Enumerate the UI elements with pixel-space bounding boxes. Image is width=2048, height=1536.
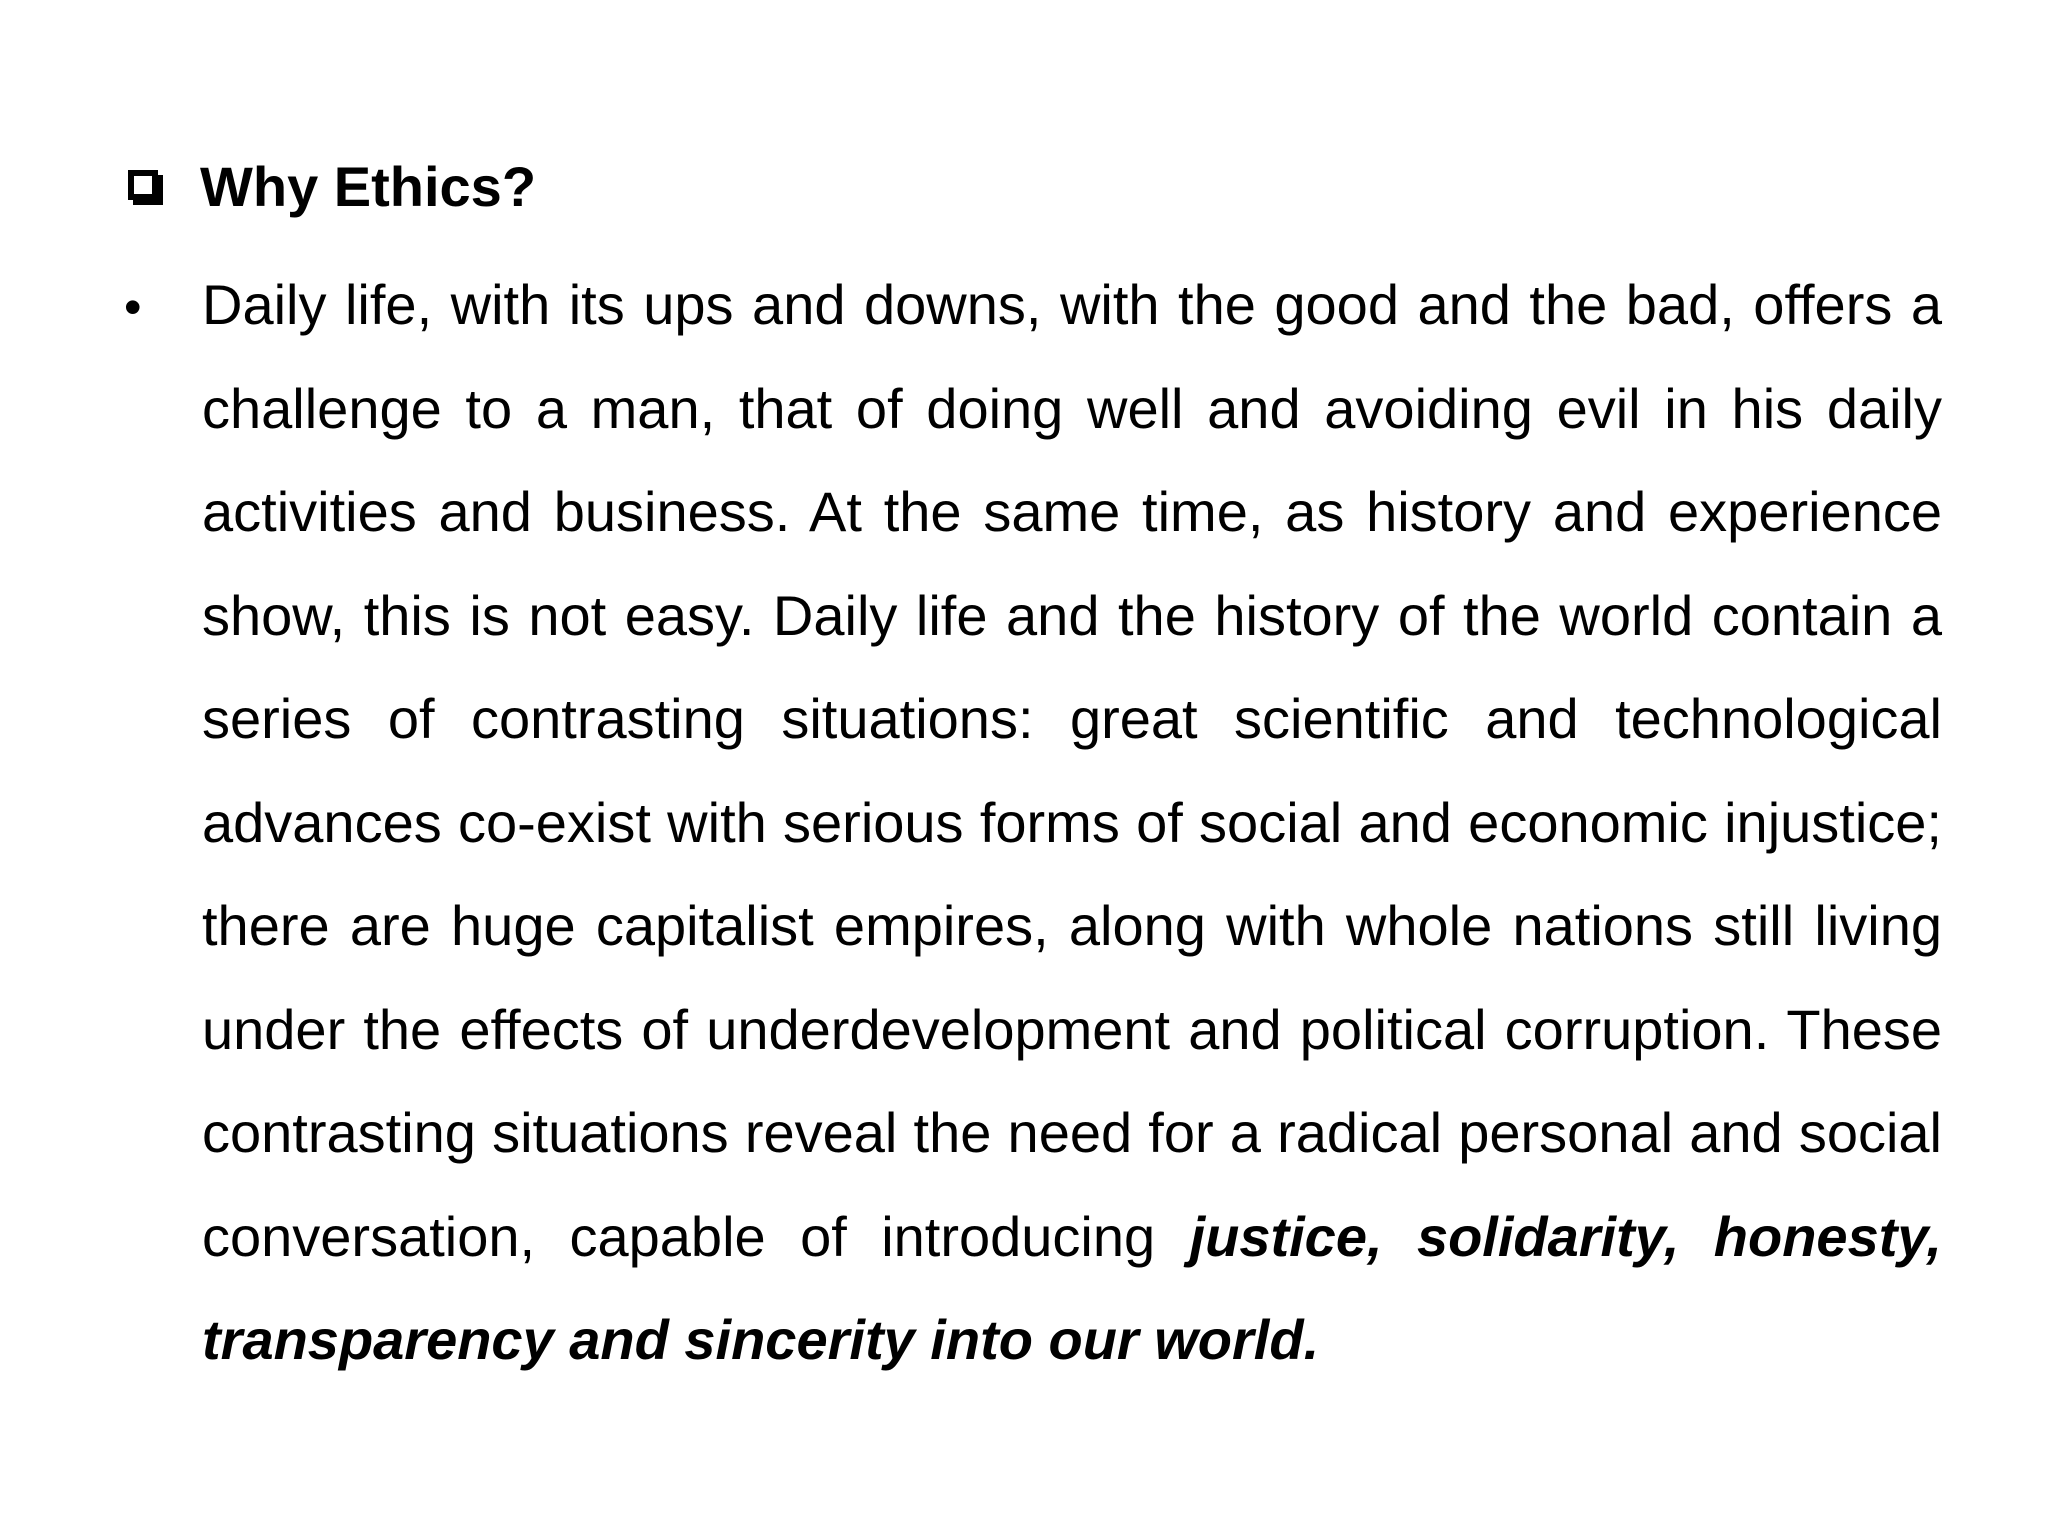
checkbox-icon (128, 170, 158, 200)
paragraph-emphasis-text: justice, solidarity, honesty, transparency and sincerity into our world. (202, 1204, 1942, 1371)
bullet-paragraph (202, 253, 1942, 1392)
page-title: Why Ethics? (200, 155, 537, 218)
heading-row (128, 152, 536, 222)
paragraph-body-text: Daily life, with its ups and downs, with the good and the bad, offers a challenge to a man, that of doing well and avoiding evil in his daily activities and business. At the same time, as history and experience show, this is not easy. Daily life and the history of the world contain a series of contrasting situations: great scientific and technological advances co-exist with serious forms of social and economic injustice; there are huge capitalist empires, along with whole nations still living under the effects of underdevelopment and political corruption. These contrasting situations reveal the need for a radical personal and social conversation, capable of introducing (202, 273, 1942, 1268)
bullet-icon: • (124, 279, 142, 335)
